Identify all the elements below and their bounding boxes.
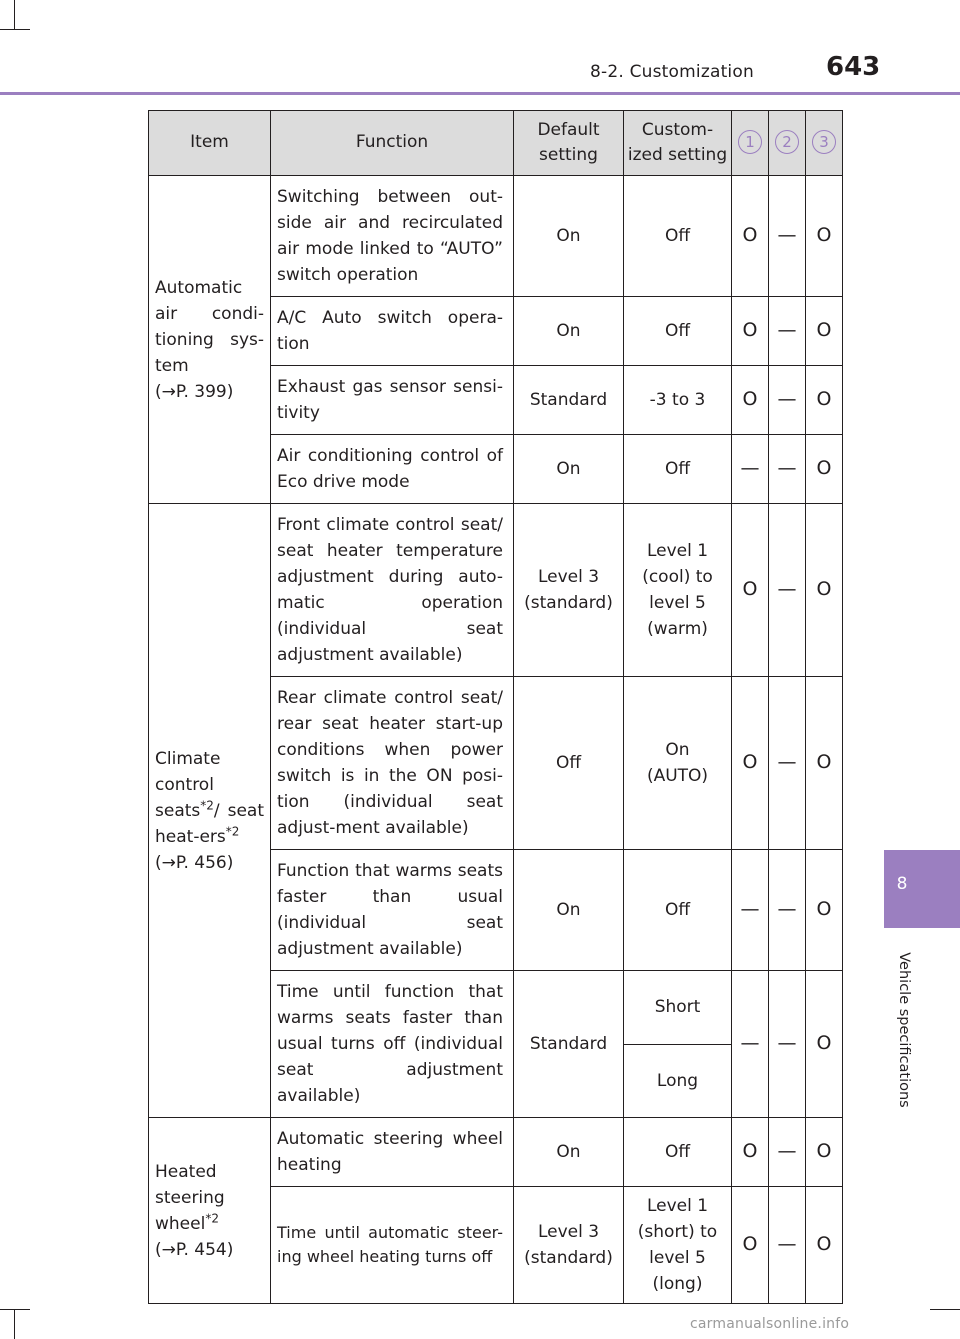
mark-cell: — xyxy=(769,1118,806,1187)
crop-mark-bottom-right-h xyxy=(930,1309,960,1310)
custom-value: On (AUTO) xyxy=(646,740,709,786)
header-col-2 xyxy=(769,111,806,176)
header-custom-label: Custom-ized setting xyxy=(627,119,728,165)
page-reference: (→P. 399) xyxy=(155,381,234,402)
header-default-label: Default setting xyxy=(537,119,600,165)
header-col-3 xyxy=(806,111,843,176)
watermark-text: carmanualsonline.info xyxy=(690,1316,850,1332)
default-cell: Standard xyxy=(514,971,624,1118)
mark-cell: O xyxy=(806,1187,843,1304)
page-number: 643 xyxy=(826,52,881,82)
mark-cell: O xyxy=(806,176,843,297)
mark-cell: O xyxy=(806,504,843,677)
footnote-mark: *2 xyxy=(200,797,214,812)
mark-cell: — xyxy=(769,677,806,850)
mark-cell: — xyxy=(769,176,806,297)
item-cell-heated-steering xyxy=(149,1118,271,1304)
mark-cell: O xyxy=(806,297,843,366)
default-cell: On xyxy=(514,176,624,297)
crop-mark-bottom-left-h xyxy=(0,1309,30,1310)
mark-cell: — xyxy=(769,850,806,971)
mark-cell: O xyxy=(806,850,843,971)
function-cell: Exhaust gas sensor sensi-tivity xyxy=(271,366,514,435)
default-cell xyxy=(514,1187,624,1304)
mark-cell: O xyxy=(806,1118,843,1187)
circled-number-2: 2 xyxy=(775,130,799,154)
page-reference: (→P. 454) xyxy=(155,1239,234,1260)
custom-cell: -3 to 3 xyxy=(624,366,732,435)
mark-cell: O xyxy=(806,971,843,1118)
default-cell: On xyxy=(514,297,624,366)
mark-cell: — xyxy=(769,1187,806,1304)
crop-mark-top-left-v xyxy=(14,0,15,30)
header-item: Item xyxy=(149,111,271,176)
custom-cell xyxy=(624,504,732,677)
item-name: Heated steering wheel xyxy=(155,1161,225,1234)
default-cell: Standard xyxy=(514,366,624,435)
chapter-label: Vehicle specifications xyxy=(896,952,912,1108)
mark-cell: — xyxy=(732,435,769,504)
mark-cell: — xyxy=(769,504,806,677)
function-cell: Time until automatic steer-ing wheel heating turns off xyxy=(271,1187,514,1304)
page-reference: (→P. 456) xyxy=(155,852,234,873)
custom-cell: Off xyxy=(624,435,732,504)
header-col-1 xyxy=(732,111,769,176)
default-cell: On xyxy=(514,1118,624,1187)
mark-cell: — xyxy=(769,297,806,366)
mark-cell: O xyxy=(732,1187,769,1304)
circled-number-1: 1 xyxy=(738,130,762,154)
header-rule xyxy=(0,92,960,95)
function-cell: Time until function that warms seats faster than usual turns off (individual seat adjustment available) xyxy=(271,971,514,1118)
default-cell: On xyxy=(514,435,624,504)
function-cell: Automatic steering wheel heating xyxy=(271,1118,514,1187)
table-row xyxy=(149,504,843,677)
mark-cell: — xyxy=(769,366,806,435)
crop-mark-bottom-left-v xyxy=(14,1309,15,1339)
custom-cell-long: Long xyxy=(624,1044,732,1118)
mark-cell: — xyxy=(732,850,769,971)
crop-mark-top-left-h xyxy=(0,29,30,30)
mark-cell: — xyxy=(769,435,806,504)
mark-cell: O xyxy=(806,366,843,435)
table-row xyxy=(149,1118,843,1187)
function-cell: A/C Auto switch opera-tion xyxy=(271,297,514,366)
custom-value: Level 1 (short) to level 5 (long) xyxy=(637,1196,718,1294)
item-cell-climate-seats xyxy=(149,504,271,1118)
slash: / xyxy=(213,800,220,821)
custom-cell xyxy=(624,677,732,850)
function-cell: Front climate control seat/ seat heater temperature adjustment during auto-matic operation (individual seat adjustment available) xyxy=(271,504,514,677)
section-title: 8-2. Customization xyxy=(590,62,754,82)
circled-number-3: 3 xyxy=(812,130,836,154)
item-cell-air-conditioning xyxy=(149,176,271,504)
chapter-number: 8 xyxy=(896,874,908,894)
default-cell: Off xyxy=(514,677,624,850)
mark-cell: — xyxy=(732,971,769,1118)
default-cell xyxy=(514,504,624,677)
custom-cell: Off xyxy=(624,1118,732,1187)
mark-cell: O xyxy=(732,366,769,435)
item-name: Climate control seats xyxy=(155,748,221,821)
mark-cell: O xyxy=(806,677,843,850)
function-cell: Rear climate control seat/ rear seat heater start-up conditions when power switch is in the ON posi-tion (individual seat adjust-ment available) xyxy=(271,677,514,850)
mark-cell: O xyxy=(806,435,843,504)
default-cell: On xyxy=(514,850,624,971)
mark-cell: — xyxy=(769,971,806,1118)
custom-cell: Off xyxy=(624,297,732,366)
custom-cell: Off xyxy=(624,176,732,297)
header-default xyxy=(514,111,624,176)
item-name-2: seat heat-ers xyxy=(155,800,264,847)
mark-cell: O xyxy=(732,176,769,297)
table-row xyxy=(149,176,843,297)
footnote-mark: *2 xyxy=(225,823,240,838)
mark-cell: O xyxy=(732,297,769,366)
custom-value: Level 1 (cool) to level 5 (warm) xyxy=(642,541,713,639)
custom-cell-short: Short xyxy=(624,971,732,1045)
item-name: Automatic air condi-tioning sys-tem xyxy=(155,277,264,376)
mark-cell: O xyxy=(732,677,769,850)
custom-cell: Off xyxy=(624,850,732,971)
function-cell: Function that warms seats faster than usual (individual seat adjustment available) xyxy=(271,850,514,971)
header-function: Function xyxy=(271,111,514,176)
header-custom xyxy=(624,111,732,176)
function-cell: Air conditioning control of Eco drive mode xyxy=(271,435,514,504)
default-value: Level 3 (standard) xyxy=(524,567,613,613)
customization-table xyxy=(148,110,843,1304)
footnote-mark: *2 xyxy=(205,1210,219,1225)
mark-cell: O xyxy=(732,1118,769,1187)
mark-cell: O xyxy=(732,504,769,677)
custom-cell xyxy=(624,1187,732,1304)
function-cell: Switching between out-side air and recirculated air mode linked to “AUTO” switch operation xyxy=(271,176,514,297)
table-header-row xyxy=(149,111,843,176)
default-value: Level 3 (standard) xyxy=(524,1222,613,1268)
